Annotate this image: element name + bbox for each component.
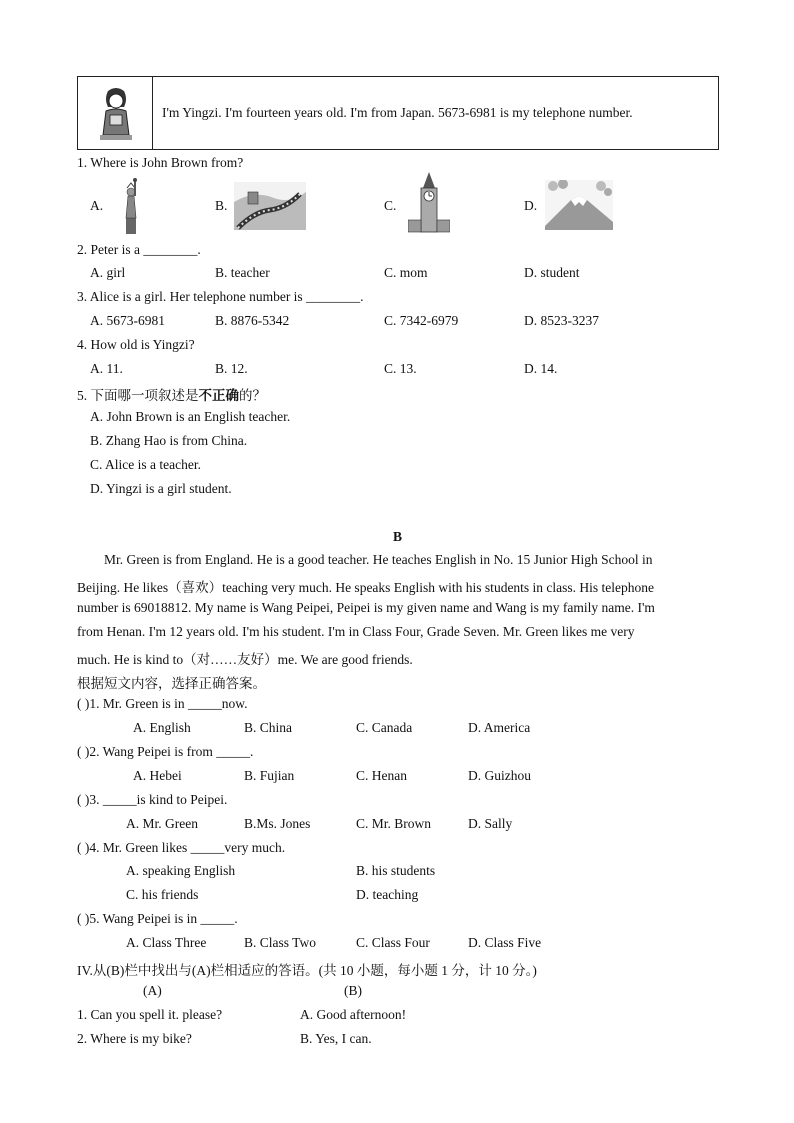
option-b4-b: B. his students xyxy=(356,863,436,878)
passage-line-1: Mr. Green is from England. He is a good teacher. He teaches English in No. 15 Junior High School in xyxy=(104,552,653,567)
option-a2-c: C. mom xyxy=(384,265,428,280)
part-b-instruction: 根据短文内容，选择正确答案。 xyxy=(77,676,266,691)
question-a3: 3. Alice is a girl. Her telephone number is ________. xyxy=(77,289,364,304)
option-a3-d: D. 8523-3237 xyxy=(524,313,599,328)
option-b1-b: B. China xyxy=(244,720,293,735)
passage-line-5: much. He is kind to（对……友好）me. We are good friends. xyxy=(77,652,413,667)
question-b5: ( )5. Wang Peipei is in _____. xyxy=(77,911,238,926)
option-b2-c: C. Henan xyxy=(356,768,407,783)
option-a2-a: A. girl xyxy=(90,265,126,280)
passage-line-3: number is 69018812. My name is Wang Peipei, Peipei is my given name and Wang is my family name. I'm xyxy=(77,600,655,615)
passage-line-4: from Henan. I'm 12 years old. I'm his student. I'm in Class Four, Grade Seven. Mr. Green likes me very xyxy=(77,624,635,639)
question-a5-suffix: 的？ xyxy=(239,388,266,403)
option-b3-d: D. Sally xyxy=(468,816,513,831)
question-a5 xyxy=(77,384,266,404)
big-ben-icon xyxy=(408,172,450,234)
option-a3-c: C. 7342-6979 xyxy=(384,313,459,328)
option-a1-b: B. xyxy=(215,198,228,213)
option-a1-d: D. xyxy=(524,198,538,213)
intro-text: I'm Yingzi. I'm fourteen years old. I'm from Japan. 5673-6981 is my telephone number. xyxy=(162,105,633,120)
option-b2-d: D. Guizhou xyxy=(468,768,531,783)
option-b5-a: A. Class Three xyxy=(126,935,207,950)
option-a5-c: C. Alice is a teacher. xyxy=(90,457,201,472)
question-b2: ( )2. Wang Peipei is from _____. xyxy=(77,744,254,759)
option-b2-a: A. Hebei xyxy=(133,768,182,783)
option-b3-b: B.Ms. Jones xyxy=(244,816,311,831)
option-b5-c: C. Class Four xyxy=(356,935,430,950)
option-b3-c: C. Mr. Brown xyxy=(356,816,432,831)
option-a1-c: C. xyxy=(384,198,397,213)
option-a4-d: D. 14. xyxy=(524,361,558,376)
question-a5-prefix: 5. 下面哪一项叙述是 xyxy=(77,388,199,403)
option-a2-b: B. teacher xyxy=(215,265,270,280)
part-iv-heading: IV.从(B)栏中找出与(A)栏相适应的答语。(共 10 小题，每小题 1 分，计 10 分。) xyxy=(77,963,537,978)
option-a4-c: C. 13. xyxy=(384,361,417,376)
match-row-1-a: 1. Can you spell it. please? xyxy=(77,1007,223,1022)
option-b1-a: A. English xyxy=(133,720,191,735)
match-row-1-b: A. Good afternoon! xyxy=(300,1007,407,1022)
section-b-title: B xyxy=(393,529,403,544)
match-row-2-a: 2. Where is my bike? xyxy=(77,1031,192,1046)
question-a4: 4. How old is Yingzi? xyxy=(77,337,195,352)
option-b4-d: D. teaching xyxy=(356,887,419,902)
column-a-header: (A) xyxy=(143,983,162,998)
question-b4: ( )4. Mr. Green likes _____very much. xyxy=(77,840,286,855)
option-b5-d: D. Class Five xyxy=(468,935,542,950)
passage-line-2: Beijing. He likes（喜欢）teaching very much. He speaks English with his students in class. His telephone xyxy=(77,580,655,595)
question-b1: ( )1. Mr. Green is in _____now. xyxy=(77,696,248,711)
box-divider xyxy=(152,77,153,149)
option-a1-a: A. xyxy=(90,198,104,213)
column-b-header: (B) xyxy=(344,983,362,998)
option-b5-b: B. Class Two xyxy=(244,935,316,950)
option-a5-a: A. John Brown is an English teacher. xyxy=(90,409,291,424)
option-b2-b: B. Fujian xyxy=(244,768,295,783)
option-b1-d: D. America xyxy=(468,720,531,735)
question-a5-emphasis: 不正确 xyxy=(198,388,239,403)
statue-of-liberty-icon xyxy=(114,178,148,234)
option-a5-b: B. Zhang Hao is from China. xyxy=(90,433,248,448)
option-b1-c: C. Canada xyxy=(356,720,413,735)
match-row-2-b: B. Yes, I can. xyxy=(300,1031,372,1046)
option-a3-a: A. 5673-6981 xyxy=(90,313,165,328)
option-a3-b: B. 8876-5342 xyxy=(215,313,290,328)
option-b4-c: C. his friends xyxy=(126,887,199,902)
intro-box xyxy=(77,76,719,150)
option-a4-b: B. 12. xyxy=(215,361,248,376)
option-a5-d: D. Yingzi is a girl student. xyxy=(90,481,232,496)
question-b3: ( )3. _____is kind to Peipei. xyxy=(77,792,228,807)
option-b4-a: A. speaking English xyxy=(126,863,236,878)
mount-fuji-icon xyxy=(545,180,613,230)
option-a2-d: D. student xyxy=(524,265,580,280)
question-a2: 2. Peter is a ________. xyxy=(77,242,201,257)
option-a4-a: A. 11. xyxy=(90,361,123,376)
girl-icon xyxy=(96,85,136,143)
option-b3-a: A. Mr. Green xyxy=(126,816,198,831)
question-a1: 1. Where is John Brown from? xyxy=(77,155,244,170)
great-wall-icon xyxy=(234,182,306,230)
